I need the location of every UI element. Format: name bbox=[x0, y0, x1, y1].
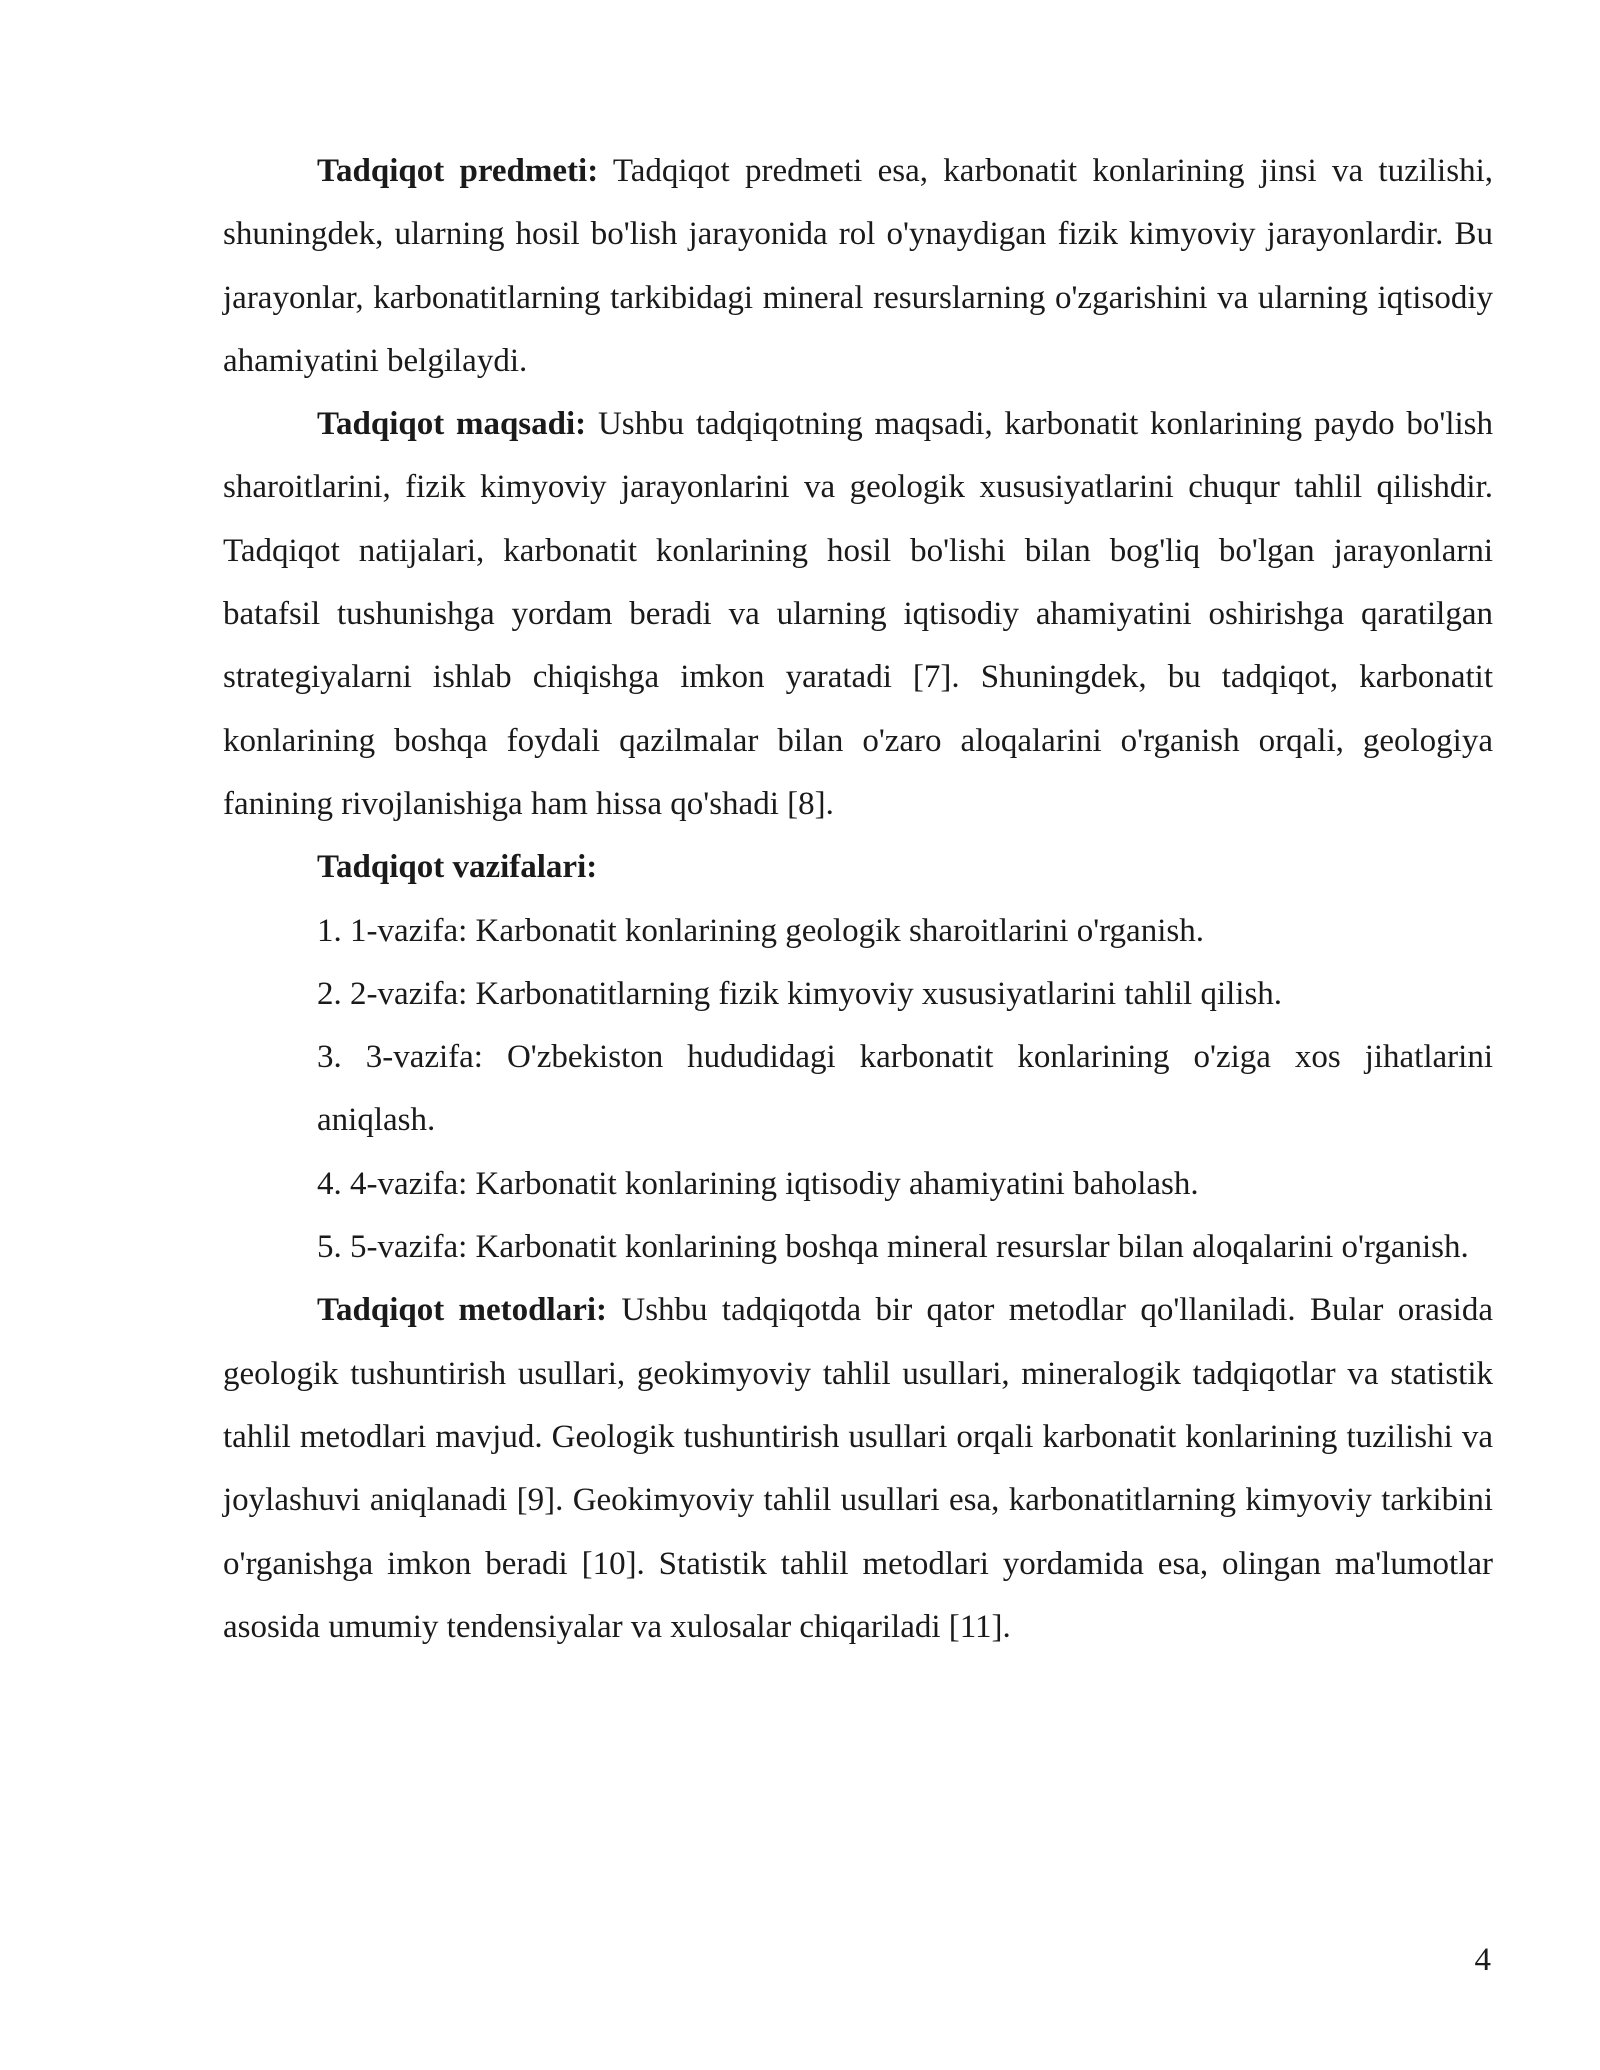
metodlar-label: Tadqiqot metodlari: bbox=[317, 1292, 608, 1329]
task-item-5: 5. 5-vazifa: Karbonatit konlarining boshqa mineral resurslar bilan aloqalarini o'rganish. bbox=[317, 1229, 1469, 1266]
paragraph-metodlar bbox=[223, 1279, 1493, 1659]
metodlar-text: Ushbu tadqiqotda bir qator metodlar qo'llaniladi. Bular orasida geologik tushuntirish usullari, geokimyoviy tahlil usullari, mineralogik tadqiqotlar va statistik tahlil metodlari mavjud. Geologik tushuntirish usullari orqali karbonatit konlarining tuzilishi va joylashuvi aniqlanadi [9]. Geokimyoviy tahlil usullari esa, karbonatitlarning kimyoviy tarkibini o'rganishga imkon beradi [10]. Statistik tahlil metodlari yordamida esa, olingan ma'lumotlar asosida umumiy tendensiyalar va xulosalar chiqariladi [11]. bbox=[223, 1292, 1494, 1645]
page-number: 4 bbox=[1474, 1942, 1491, 1978]
predmet-label: Tadqiqot predmeti: bbox=[317, 153, 599, 189]
paragraph-predmet bbox=[223, 140, 1493, 393]
vazifalar-heading: Tadqiqot vazifalari: bbox=[317, 849, 598, 886]
paragraph-maqsad bbox=[223, 393, 1493, 836]
task-item-3: 3. 3-vazifa: O'zbekiston hududidagi karbonatit konlarining o'ziga xos jihatlarini aniqlash. bbox=[317, 1039, 1493, 1139]
maqsad-text: Ushbu tadqiqotning maqsadi, karbonatit konlarining paydo bo'lish sharoitlarini, fizik kimyoviy jarayonlarini va geologik xususiyatlarini chuqur tahlil qilishdir. Tadqiqot natijalari, karbonatit konlarining hosil bo'lishi bilan bog'liq bo'lgan jarayonlarni batafsil tushunishga yordam beradi va ularning iqtisodiy ahamiyatini oshirishga qaratilgan strategiyalarni ishlab chiqishga imkon yaratadi [7]. Shuningdek, bu tadqiqot, karbonatit konlarining boshqa foydali qazilmalar bilan o'zaro aloqalarini o'rganish orqali, geologiya fanining rivojlanishiga ham hissa qo'shadi [8]. bbox=[223, 406, 1493, 822]
task-item-1: 1. 1-vazifa: Karbonatit konlarining geologik sharoitlarini o'rganish. bbox=[317, 912, 1204, 949]
predmet-text: Tadqiqot predmeti esa, karbonatit konlarining jinsi va tuzilishi, shuningdek, ularning hosil bo'lish jarayonida rol o'ynaydigan fizik kimyoviy jarayonlardir. Bu jarayonlar, karbonatitlarning tarkibidagi mineral resurslarning o'zgarishini va ularning iqtisodiy ahamiyatini belgilaydi. bbox=[223, 153, 1493, 379]
task-item-4: 4. 4-vazifa: Karbonatit konlarining iqtisodiy ahamiyatini baholash. bbox=[317, 1165, 1199, 1202]
document-page bbox=[223, 140, 1493, 1659]
task-item-2: 2. 2-vazifa: Karbonatitlarning fizik kimyoviy xususiyatlarini tahlil qilish. bbox=[317, 975, 1283, 1012]
maqsad-label: Tadqiqot maqsadi: bbox=[317, 406, 587, 443]
